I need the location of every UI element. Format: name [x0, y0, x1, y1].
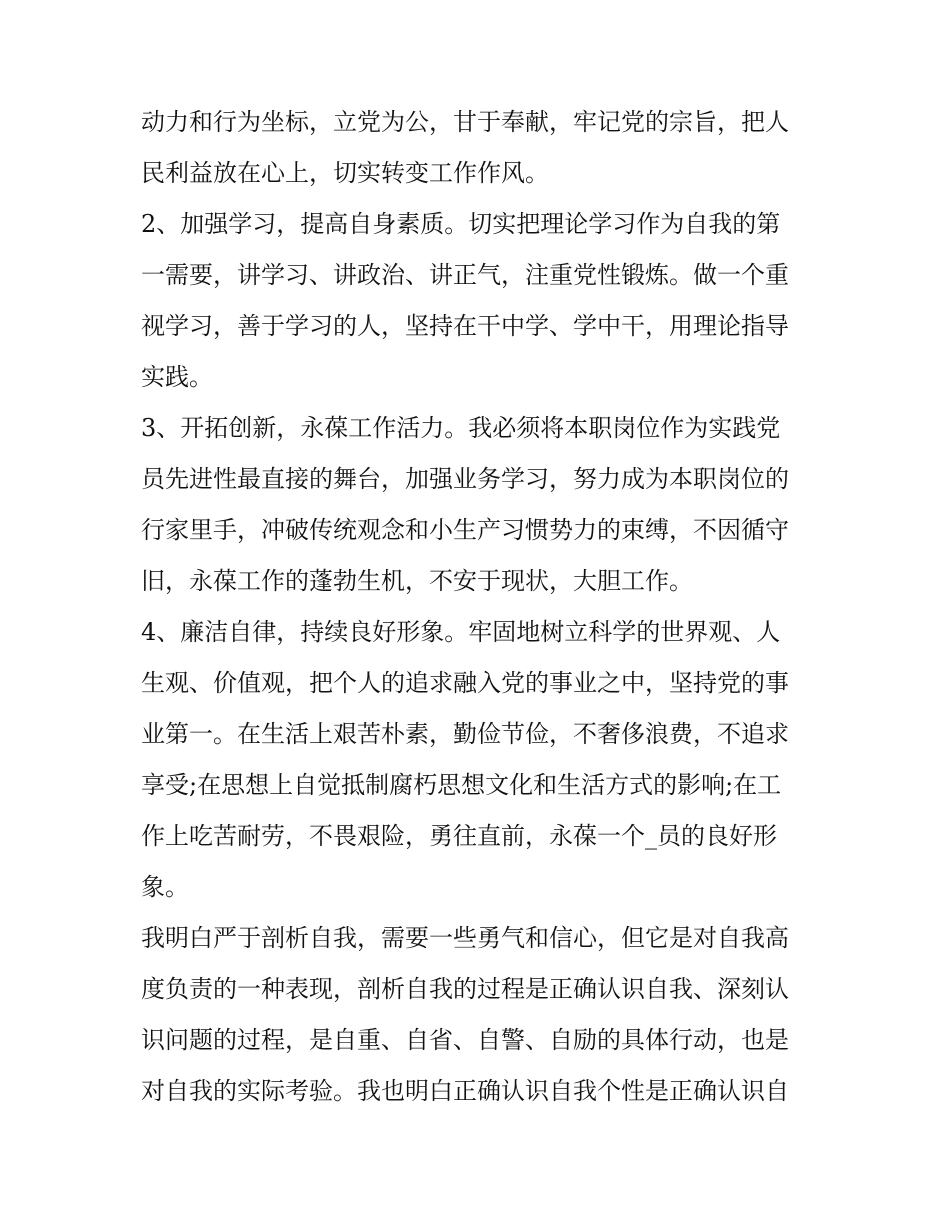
- text-line-3: 2、加强学习，提高自身素质。切实把理论学习作为自我的第: [141, 210, 781, 238]
- text-line-4: 一需要，讲学习、讲政治、讲正气，注重党性锻炼。做一个重: [141, 261, 789, 289]
- text-line-6: 实践。: [141, 363, 213, 391]
- text-line-12: 生观、价值观，把个人的追求融入党的事业之中，坚持党的事: [141, 669, 789, 697]
- text-line-5: 视学习，善于学习的人，坚持在干中学、学中干，用理论指导: [141, 312, 789, 340]
- text-line-9: 行家里手，冲破传统观念和小生产习惯势力的束缚，不因循守: [141, 516, 789, 544]
- text-line-7: 3、开拓创新，永葆工作活力。我必须将本职岗位作为实践党: [141, 414, 781, 442]
- text-line-1: 动力和行为坐标，立党为公，甘于奉献，牢记党的宗旨，把人: [141, 108, 789, 136]
- text-line-17: 我明白严于剖析自我，需要一些勇气和信心，但它是对自我高: [141, 924, 789, 952]
- text-line-8: 员先进性最直接的舞台，加强业务学习，努力成为本职岗位的: [141, 465, 789, 493]
- text-line-18: 度负责的一种表现，剖析自我的过程是正确认识自我、深刻认: [141, 975, 789, 1003]
- text-line-10: 旧，永葆工作的蓬勃生机，不安于现状，大胆工作。: [141, 567, 693, 595]
- text-line-16: 象。: [141, 873, 189, 901]
- text-line-14: 享受;在思想上自觉抵制腐朽思想文化和生活方式的影响;在工: [141, 771, 782, 799]
- text-line-20: 对自我的实际考验。我也明白正确认识自我个性是正确认识自: [141, 1077, 789, 1105]
- text-line-13: 业第一。在生活上艰苦朴素，勤俭节俭，不奢侈浪费，不追求: [141, 720, 789, 748]
- text-line-15: 作上吃苦耐劳，不畏艰险，勇往直前，永葆一个_员的良好形: [141, 822, 777, 850]
- text-line-11: 4、廉洁自律，持续良好形象。牢固地树立科学的世界观、人: [141, 618, 781, 646]
- text-line-19: 识问题的过程，是自重、自省、自警、自励的具体行动，也是: [141, 1026, 789, 1054]
- text-line-2: 民利益放在心上，切实转变工作作风。: [141, 159, 549, 187]
